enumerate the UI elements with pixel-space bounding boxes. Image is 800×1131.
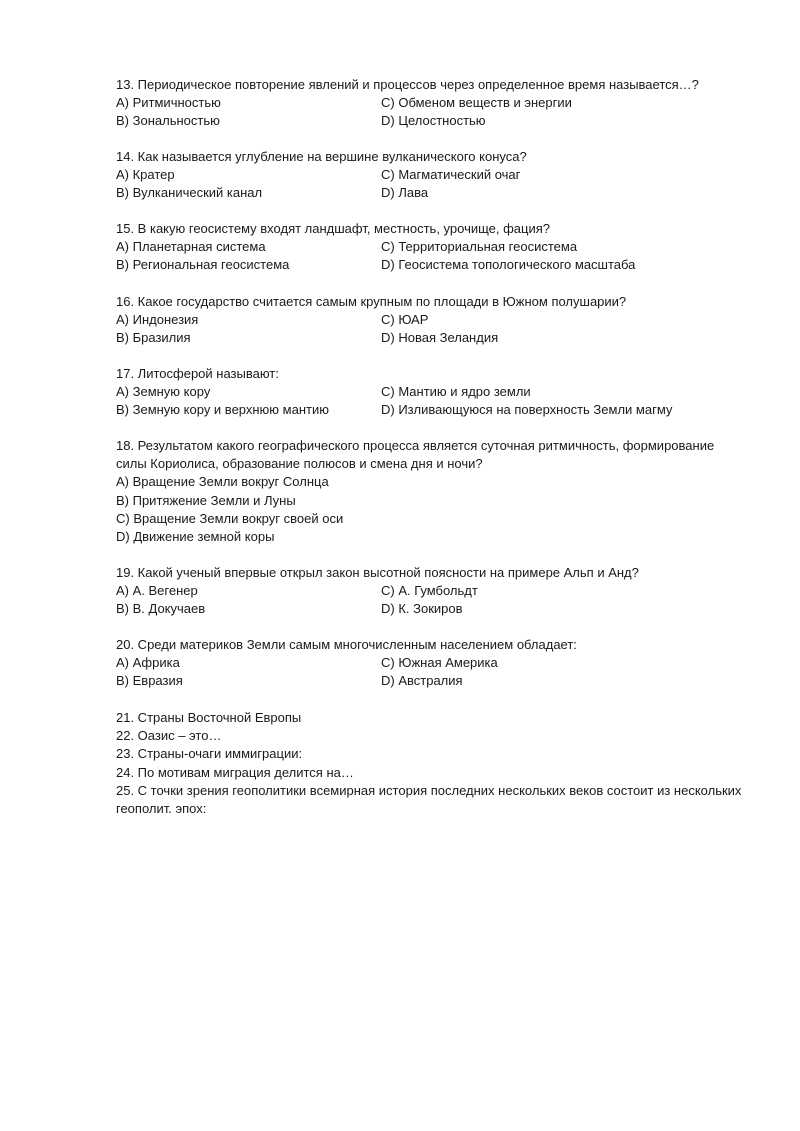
question-text: 20. Среди материков Земли самым многочисленным населением обладает:	[116, 637, 577, 652]
answer-row	[116, 329, 746, 347]
answer-c: С) Мантию и ядро земли	[381, 384, 531, 400]
open-question-24: 24. По мотивам миграция делится на…	[116, 764, 354, 780]
answer-row	[116, 94, 746, 112]
answer-d: D) Изливающуюся на поверхность Земли магму	[381, 402, 673, 418]
answer-d: D) Геосистема топологического масштаба	[381, 257, 636, 273]
answer-d: D) К. Зокиров	[381, 601, 463, 617]
answer-row	[116, 383, 746, 401]
question-text: 13. Периодическое повторение явлений и процессов через определенное время называется…?	[116, 77, 699, 92]
answer-a: А) Индонезия	[116, 312, 199, 328]
answer-d: D) Целостностью	[381, 113, 486, 129]
open-questions	[116, 709, 746, 818]
answer-d: D) Австралия	[381, 673, 463, 689]
answer-a: А) Вращение Земли вокруг Солнца	[116, 474, 329, 490]
answer-b: В) Евразия	[116, 673, 183, 689]
question-17	[116, 365, 746, 420]
answer-a: А) Ритмичностью	[116, 95, 221, 111]
question-20	[116, 636, 746, 691]
open-question-25: 25. С точки зрения геополитики всемирная история последних нескольких веков состоит из нескольких геополит. эпох:	[116, 782, 742, 816]
answer-row	[116, 672, 746, 690]
answer-a: А) Планетарная система	[116, 239, 266, 255]
question-14	[116, 148, 746, 203]
answer-row	[116, 112, 746, 130]
answer-a: А) А. Вегенер	[116, 583, 198, 599]
question-16	[116, 293, 746, 348]
question-13	[116, 76, 746, 131]
answer-row	[116, 311, 746, 329]
open-question-22: 22. Оазис – это…	[116, 728, 222, 744]
answer-d: D) Новая Зеландия	[381, 330, 499, 346]
open-question-23: 23. Страны-очаги иммиграции:	[116, 746, 303, 762]
answer-a: А) Земную кору	[116, 384, 211, 400]
question-text: 16. Какое государство считается самым крупным по площади в Южном полушарии?	[116, 294, 627, 309]
answer-c: С) Территориальная геосистема	[381, 239, 578, 255]
question-18	[116, 437, 746, 546]
question-19	[116, 564, 746, 619]
answer-b: В) Региональная геосистема	[116, 257, 290, 273]
question-15	[116, 220, 746, 275]
answer-c: С) Южная Америка	[381, 655, 498, 671]
answer-c: С) Магматический очаг	[381, 167, 521, 183]
answer-c: С) ЮАР	[381, 312, 429, 328]
answer-row	[116, 401, 746, 419]
answer-b: В) Зональностью	[116, 113, 220, 129]
answer-row	[116, 256, 746, 274]
answer-b: В) Бразилия	[116, 330, 191, 346]
answer-row	[116, 238, 746, 256]
answer-d: D) Лава	[381, 185, 429, 201]
answer-c: С) Обменом веществ и энергии	[381, 95, 572, 111]
answer-c: С) А. Гумбольдт	[381, 583, 478, 599]
answer-row	[116, 166, 746, 184]
open-question-21: 21. Страны Восточной Европы	[116, 710, 302, 725]
answer-b: В) Притяжение Земли и Луны	[116, 492, 296, 508]
answer-c: С) Вращение Земли вокруг своей оси	[116, 510, 344, 526]
answer-b: В) В. Докучаев	[116, 601, 206, 617]
answer-d: D) Движение земной коры	[116, 528, 275, 544]
answer-a: А) Кратер	[116, 167, 175, 183]
answer-a: А) Африка	[116, 655, 180, 671]
question-text: 17. Литосферой называют:	[116, 366, 279, 381]
question-text: 18. Результатом какого географического процесса является суточная ритмичность, формирование силы Кориолиса, образование полюсов и смена дня и ночи?	[116, 438, 715, 472]
question-text: 19. Какой ученый впервые открыл закон высотной поясности на примере Альп и Анд?	[116, 565, 639, 580]
answer-b: В) Земную кору и верхнюю мантию	[116, 402, 329, 418]
answer-row	[116, 184, 746, 202]
answer-b: В) Вулканический канал	[116, 185, 263, 201]
answer-row	[116, 654, 746, 672]
question-text: 14. Как называется углубление на вершине вулканического конуса?	[116, 149, 527, 164]
question-text: 15. В какую геосистему входят ландшафт, местность, урочище, фация?	[116, 221, 551, 236]
answer-row	[116, 582, 746, 600]
answer-row	[116, 600, 746, 618]
